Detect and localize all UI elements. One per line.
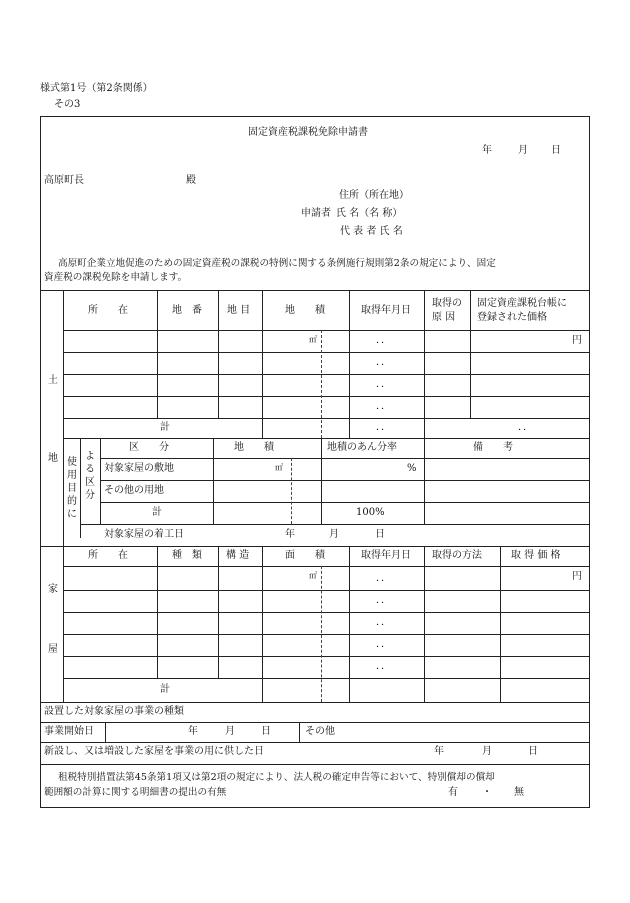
- land-row-rule: [63, 396, 590, 397]
- usage-row-rule: [100, 502, 590, 503]
- land-date-dots: ．．: [376, 335, 391, 346]
- usage-header-remarks: 備 考: [473, 442, 513, 453]
- bottom-row-rule: [40, 764, 590, 765]
- construction-start-month: 月: [329, 529, 339, 540]
- house-col-rule: [424, 546, 425, 702]
- usage-header-ratio: 地積のあん分率: [327, 442, 397, 453]
- land-header-lot: 地 番: [172, 305, 202, 316]
- house-yen: 円: [572, 571, 582, 582]
- usage-col-rule: [213, 438, 214, 524]
- addressee-honorific: 殿: [186, 175, 196, 186]
- usage-header-category: 区 分: [129, 442, 169, 453]
- page-title: 固定資産税課税免除申請書: [248, 127, 368, 138]
- business-start-col-rule: [105, 722, 106, 742]
- house-col-rule: [500, 546, 501, 702]
- usage-area-dashed: [291, 458, 292, 524]
- tax-line-1: 租税特別措置法第45条第1項又は第2項の規定により、法人税の確定申告等において、特別償却の償却: [58, 772, 495, 783]
- house-header-structure: 構 造: [226, 550, 250, 561]
- house-row-rule: [63, 634, 590, 635]
- house-header-date: 取得年月日: [361, 550, 411, 561]
- business-start-label: 事業開始日: [44, 726, 94, 737]
- usage-unit-m2: ㎡: [275, 463, 283, 472]
- land-date-dots: ．．: [376, 401, 391, 412]
- house-date-dots: ．．: [376, 639, 391, 650]
- business-start-day: 日: [261, 726, 271, 737]
- bottom-row-rule: [40, 742, 590, 743]
- land-total-ledger-dots: ．．: [518, 422, 533, 433]
- bottom-row-rule: [40, 722, 590, 723]
- usage-row-site: 対象家屋の敷地: [104, 463, 174, 474]
- applicant-label: 申請者: [301, 208, 331, 219]
- house-area-dashed: [321, 566, 322, 702]
- house-header-method: 取得の方法: [432, 550, 482, 561]
- house-date-dots: ．．: [376, 661, 391, 672]
- land-date-dots: ．．: [376, 357, 391, 368]
- land-col-rule: [262, 290, 263, 438]
- new-construction-year: 年: [434, 746, 444, 757]
- tax-yes: 有: [448, 787, 458, 798]
- usage-row-rule: [100, 458, 590, 459]
- land-row-rule: [63, 418, 590, 419]
- business-start-other: その他: [305, 726, 335, 737]
- land-bottom-rule: [40, 546, 590, 547]
- usage-side-label-2: よる区分: [85, 451, 95, 501]
- construction-start-label: 対象家屋の着工日: [104, 529, 184, 540]
- land-header-ledger-2: 登録された価格: [477, 312, 547, 323]
- construction-start-year: 年: [285, 529, 295, 540]
- usage-hundred-percent: 100%: [356, 507, 385, 518]
- house-unit-m2: ㎡: [309, 571, 317, 580]
- usage-side-label: 使用目的に: [67, 457, 77, 520]
- usage-col-rule: [321, 438, 322, 524]
- house-row-rule: [63, 656, 590, 657]
- tax-no: 無: [514, 787, 524, 798]
- house-header-location: 所 在: [88, 550, 128, 561]
- land-header-date: 取得年月日: [361, 305, 411, 316]
- land-col-rule: [157, 290, 158, 418]
- addressee-mayor: 高原町長: [44, 175, 84, 186]
- house-date-dots: ．．: [376, 617, 391, 628]
- body-line-1: 高原町企業立地促進のための固定資産税の課税の特例に関する条例施行規則第2条の規定により、固定: [58, 258, 496, 269]
- business-start-col-rule: [299, 722, 300, 742]
- house-row-rule: [63, 678, 590, 679]
- land-row-rule: [63, 330, 590, 331]
- house-col-rule: [157, 546, 158, 678]
- house-row-rule: [63, 566, 590, 567]
- land-col-rule: [218, 290, 219, 418]
- land-side-bottom: 地: [48, 453, 58, 464]
- house-date-dots: ．．: [376, 573, 391, 584]
- usage-percent: %: [407, 463, 417, 474]
- usage-col-rule: [424, 438, 425, 524]
- representative-label: 代 表 者 氏 名: [340, 226, 403, 237]
- house-col-rule: [218, 546, 219, 678]
- construction-start-day: 日: [375, 529, 385, 540]
- house-col-rule: [262, 546, 263, 702]
- house-row-rule: [63, 590, 590, 591]
- usage-row-rule: [100, 480, 590, 481]
- usage-row-rule: [80, 524, 590, 525]
- house-row-rule: [63, 612, 590, 613]
- usage-row-other: その他の用地: [104, 485, 164, 496]
- name-label: 氏 名（名 称）: [336, 208, 403, 219]
- date-month: 月: [518, 145, 528, 156]
- house-total-label: 計: [160, 684, 170, 695]
- date-year: 年: [482, 145, 492, 156]
- land-header-ledger-1: 固定資産課税台帳に: [477, 298, 567, 309]
- land-unit-m2: ㎡: [309, 335, 317, 344]
- land-total-label: 計: [160, 422, 170, 433]
- business-start-year: 年: [188, 726, 198, 737]
- new-construction-month: 月: [482, 746, 492, 757]
- house-header-type: 種 類: [172, 550, 202, 561]
- form-frame: [40, 116, 590, 808]
- date-day: 日: [551, 145, 561, 156]
- form-number: 様式第1号（第2条関係）: [40, 83, 153, 94]
- house-date-dots: ．．: [376, 595, 391, 606]
- land-col-rule: [424, 290, 425, 438]
- tax-dot: ・: [482, 787, 492, 798]
- house-header-price: 取 得 価 格: [511, 550, 561, 561]
- land-header-cause-2: 原 因: [432, 312, 456, 323]
- house-side-bottom: 屋: [48, 644, 58, 655]
- land-col-rule: [349, 290, 350, 438]
- land-header-area: 地 積: [285, 305, 325, 316]
- land-col-rule: [470, 290, 471, 418]
- land-row-rule: [63, 352, 590, 353]
- house-side-top: 家: [48, 584, 58, 595]
- tax-line-2: 範囲額の計算に関する明細書の提出の有無: [44, 787, 227, 798]
- land-row-rule: [63, 374, 590, 375]
- land-header-category: 地 目: [227, 305, 251, 316]
- land-side-top: 土: [48, 375, 58, 386]
- land-header-cause-1: 取得の: [432, 298, 462, 309]
- business-type-label: 設置した対象家屋の事業の種類: [44, 706, 184, 717]
- usage-header-area: 地 積: [234, 442, 274, 453]
- new-construction-label: 新設し、又は増設した家屋を事業の用に供した日: [44, 746, 264, 757]
- house-bottom-rule: [40, 702, 590, 703]
- land-yen: 円: [572, 335, 582, 346]
- address-label: 住所（所在地）: [339, 190, 409, 201]
- land-header-location: 所 在: [88, 305, 128, 316]
- new-construction-day: 日: [528, 746, 538, 757]
- usage-side-rule-2: [100, 438, 101, 524]
- land-row-rule: [63, 438, 590, 439]
- land-top-rule: [40, 290, 590, 291]
- house-col-rule: [349, 546, 350, 702]
- body-line-2: 資産税の課税免除を申請します。: [44, 272, 188, 283]
- land-total-date-dots: ．．: [376, 422, 391, 433]
- land-area-dashed: [321, 330, 322, 438]
- usage-side-rule: [80, 438, 81, 538]
- form-part: その3: [54, 99, 81, 110]
- land-date-dots: ．．: [376, 379, 391, 390]
- usage-row-total: 計: [152, 507, 162, 518]
- house-header-area: 面 積: [285, 550, 325, 561]
- business-start-month: 月: [225, 726, 235, 737]
